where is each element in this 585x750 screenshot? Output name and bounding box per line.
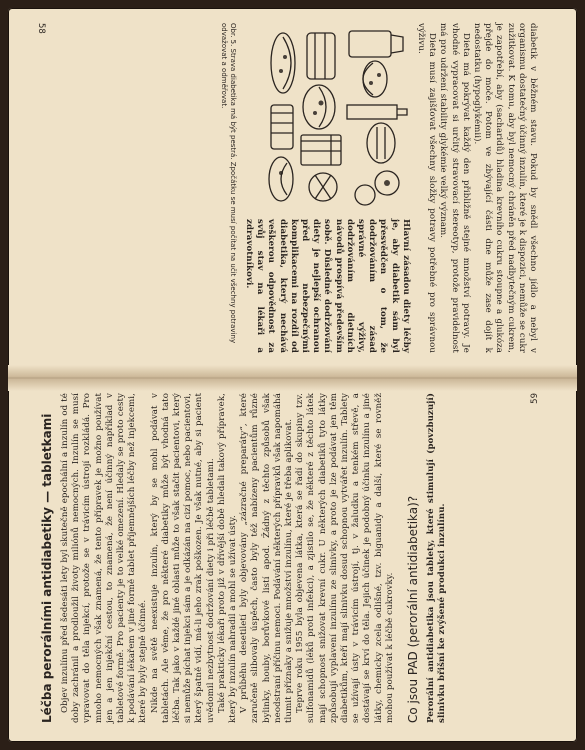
book-spread xyxy=(8,8,577,742)
right-paragraph-3: Také prakticky lékaři proto již v dřívější době hledali takový přípravek, který by inzulín nahradil a mohl se užívat ústy. xyxy=(216,393,239,723)
left-paragraph-3: Dieta musí zajišťovat všechny složky potravy potřebné pro správnou výživu. xyxy=(415,23,438,353)
section-heading: Léčba perorálními antidiabetiky — tabletkami xyxy=(40,413,54,723)
right-paragraph-4: V průběhu desetiletí byly objevovány „zázračné preparáty“, které zaručeně slibovaly úspěch, často byly též nabízeny pacientům různé bylinky, houby, borůvkové listí apod. Žádný z těchto způsobů však neodstraní příčinu nemoci. Podávání některých přípravků však napomáhá tlumit příznaky a snižuje množství inzulínu, které je třeba aplikovat. xyxy=(239,393,295,723)
left-paragraph-4: Hlavní zásadou diety léčby je, aby diabetik sám byl přesvědčen o tom, že dodržováním zásad správné výživy, dodržováním dietních návodů prospívá především sobě. Důsledné dodržování diety je nejlepší ochranou před nebezpečnými komplikacemi na rozdíl od diabetika, který nechává veškerou odpovědnost za svůj stav na lékaři a zdravotníkovi. xyxy=(243,219,411,353)
page-number-left: 58 xyxy=(36,23,46,34)
left-paragraph-2: Dieta má pokrývat každý den přibližně stejné množství potravy. Je vhodné vypracovat si určitý stravovací stereotyp, protože pravidelnost má pro udržení stability glykémie velký význam. xyxy=(438,23,471,353)
left-paragraph-1: diabetik v běžném stavu. Pokud by snědl všechno jídlo a nebyl v organismu dostatečný účinný inzulín, které je k dispozici, nemůže se cukr zužitkovat. K tomu, aby byl nemocný chráněn před nadbytečným cukrem, je zapotřebí, aby (sacharidů) hladina krevního cukru stoupne a glukóza přejde do moče. Potom ve zbývající části dne může zase dojít k nedostatku (hypoglykémii). xyxy=(471,23,538,353)
page-number-right: 59 xyxy=(530,393,540,404)
right-paragraph-1: Objev inzulínu před šedesáti lety byl skutečně epochální a inzulín od té doby zachránil a prodloužil životy miliónů nemocných. Inzulín se musí vpravovat do těla injekcí, protože se v trávicím ústrojí rozkládá. Pro mnoho nemocných však znamená, že tento přípravek je možno používat jen a jen injekční cestou, to znamená, že není účinný například v tabletové formě. Pro pacienty je to velké omezení. Hledaly se proto cesty k podávání lékařem v jiné formě tablet příjemnějších léčby než injekcemi, které by byly stejně účinné. xyxy=(60,393,149,723)
question-heading: Co jsou PAD (perorální antidiabetika)? xyxy=(406,495,421,723)
food-illustration-row xyxy=(243,23,411,353)
right-page xyxy=(38,393,538,723)
right-paragraph-2: Nikde na světě neexistuje inzulín, který by se mohl podávat v tabletách. Ale věme, že pro některé diabetiky může být vhodná tato léčba. Tak jako v každé jiné oblasti může to však stačit pacientovi, který si nemůže píchat injekci sám a je odkázán na cizí pomoc, nebo pacientovi, který špatně vidí, má-li jeho zrak poškozen. Je však nutné, aby si pacient uvědomil nezbytnost dodržování diety i při léčbě tabletami. xyxy=(149,393,216,723)
left-page xyxy=(38,23,538,353)
answer-paragraph: Perorální antidiabetika jsou tablety, které stimulují (povzbuzují) slinivku břišní ke zvýšené produkci inzulínu. xyxy=(426,393,448,723)
figure-caption: Obr. 5. Strava diabetika má být pestrá. Zpočátku se musí počítat na učit všechny potraviny odvažovat a odměřovat. xyxy=(219,23,237,344)
book-fold xyxy=(8,365,577,391)
food-illustration xyxy=(261,23,411,213)
right-paragraph-5: Teprve roku 1955 byla objevena látka, která se řadí do skupiny tzv. sulfonamidů (léků proti infekci), a zjistilo se, že některé z těchto látek mají schopnost snižovat krevní cukr. U některých diabetiků tyto látky způsobují vyplavení inzulínu ze slinivky, a proto je lze podávat jen těm diabetikům, kteří mají slinivku dosud schopnou vytvářet inzulín. Tablety se užívají ústy v trávicím ústrojí, tj. v žaludku a tenkém střevě, a dostávají se krví do těla. Jejich účinek je podobný účinku inzulínu a jiné látky, chemicky zcela odlišné, tzv. biguanidy a další, které se rovněž mohou používat k léčbě cukrovky. xyxy=(295,393,395,723)
